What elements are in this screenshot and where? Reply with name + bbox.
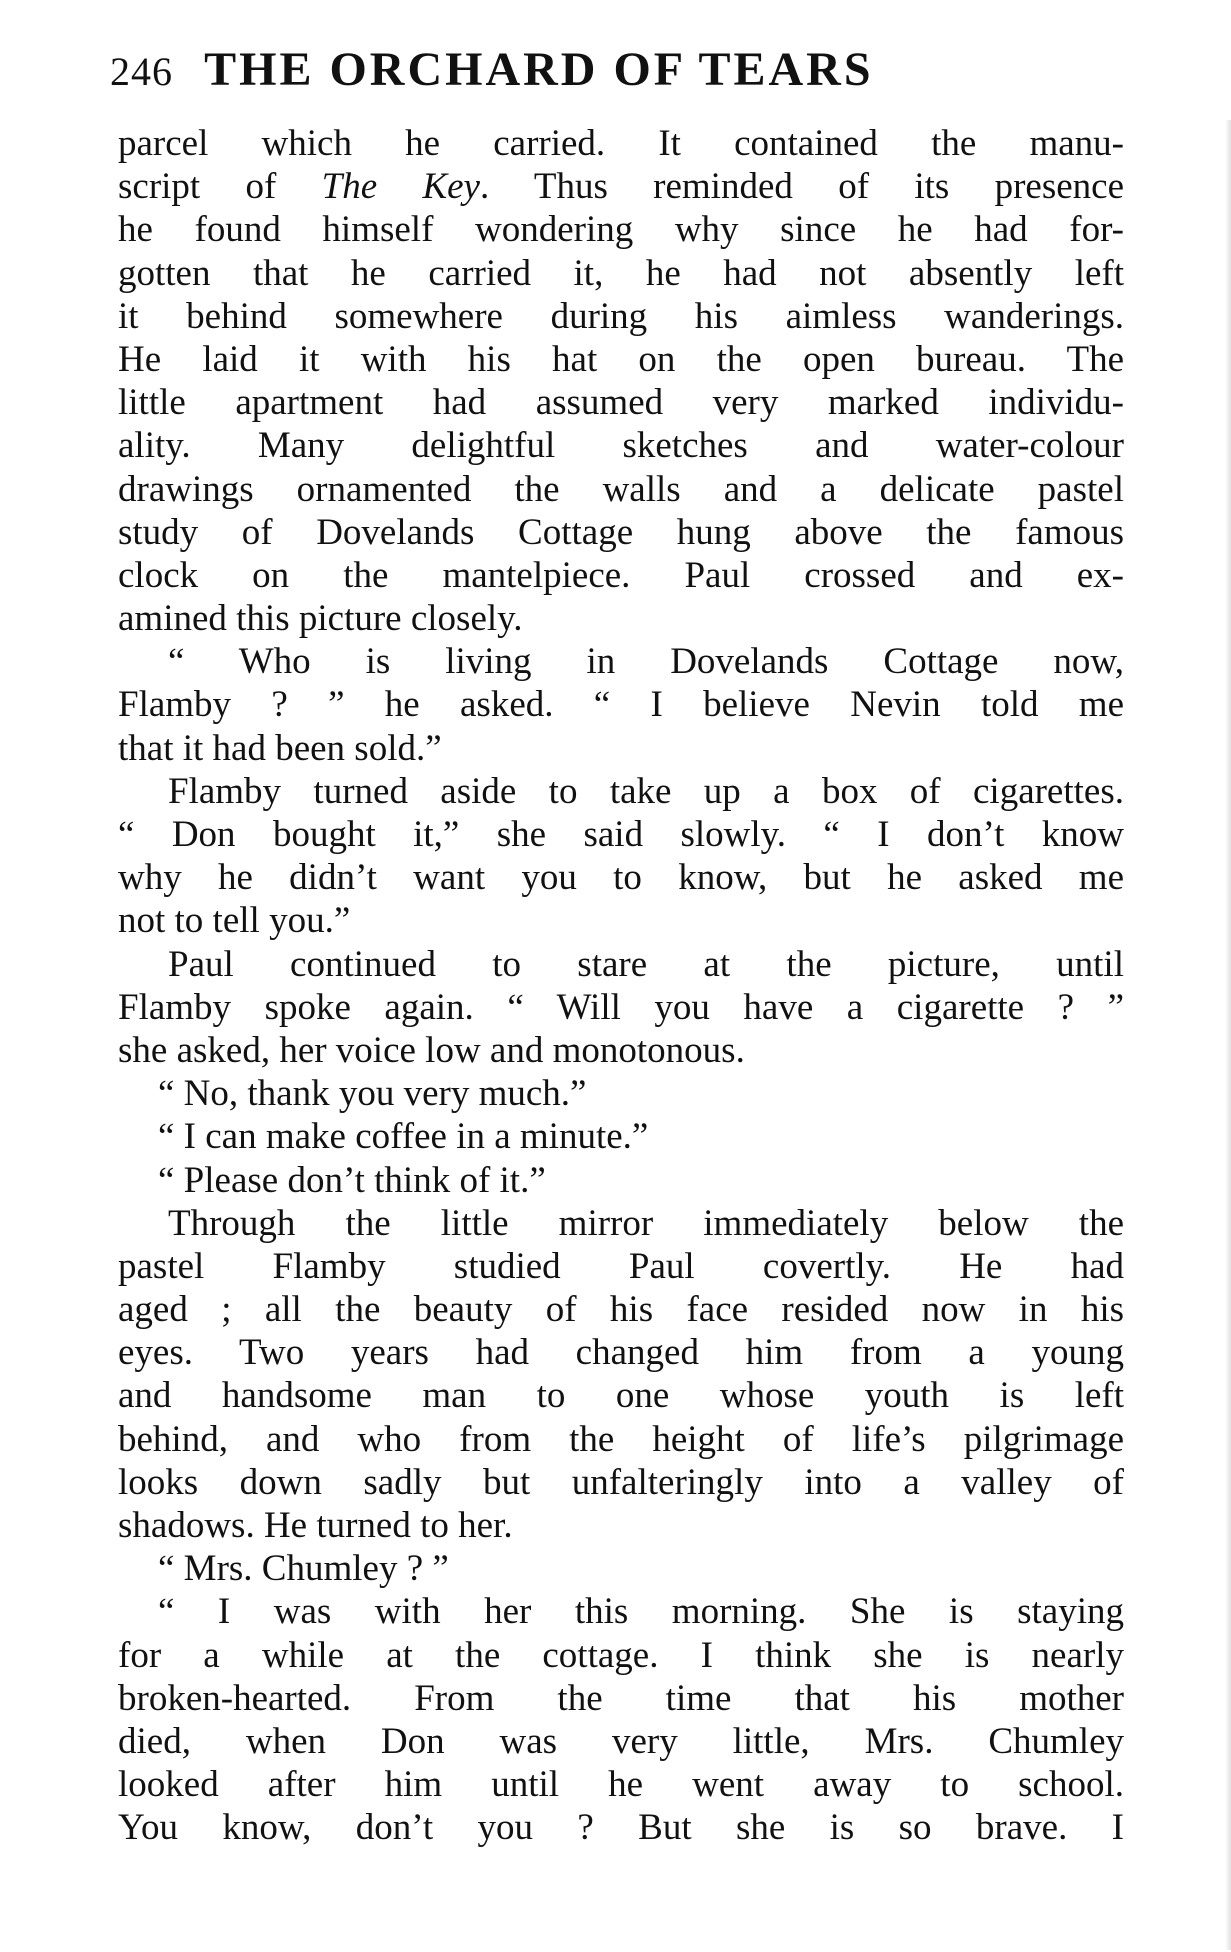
text-line: that it had been sold.”	[118, 727, 442, 769]
text-line: ality. Many delightful sketches and water-colour	[118, 425, 1124, 467]
text-line: “ Mrs. Chumley ? ”	[158, 1548, 449, 1590]
text-line: “ Who is living in Dovelands Cottage now,	[168, 641, 1124, 683]
text-line: parcel which he carried. It contained the manu-	[118, 123, 1124, 164]
text-line: looks down sadly but unfalteringly into a valley of	[118, 1461, 1124, 1503]
text-line: “ I can make coffee in a minute.”	[158, 1116, 649, 1158]
text-line: for a while at the cottage. I think she is nearly	[118, 1634, 1124, 1676]
text-line: “ Don bought it,” she said slowly. “ I don’t know	[118, 814, 1124, 855]
running-header	[110, 42, 1110, 112]
book-title-italic: The Key	[321, 166, 480, 208]
text-line: aged ; all the beauty of his face resided now in his	[118, 1289, 1124, 1331]
text-line: not to tell you.”	[118, 900, 351, 942]
text-line: Flamby ? ” he asked. “ I believe Nevin told me	[118, 684, 1124, 726]
text-line: Flamby turned aside to take up a box of cigarettes.	[168, 770, 1124, 812]
text-line: eyes. Two years had changed him from a young	[118, 1332, 1124, 1374]
running-title: THE ORCHARD OF TEARS	[204, 43, 874, 96]
text-line: drawings ornamented the walls and a delicate pastel	[118, 468, 1124, 510]
text-line: amined this picture closely.	[118, 598, 523, 640]
text-line: gotten that he carried it, he had not absently left	[118, 252, 1124, 294]
text-line: died, when Don was very little, Mrs. Chumley	[118, 1720, 1124, 1762]
text-line: pastel Flamby studied Paul covertly. He had	[118, 1245, 1124, 1287]
text-line: Flamby spoke again. “ Will you have a cigarette ? ”	[118, 986, 1124, 1028]
text-line: he found himself wondering why since he had for-	[118, 209, 1124, 251]
text-line: she asked, her voice low and monotonous.	[118, 1029, 745, 1071]
text-line: “ Please don’t think of it.”	[158, 1159, 546, 1201]
text-line: it behind somewhere during his aimless wanderings.	[118, 295, 1124, 337]
text-line: behind, and who from the height of life’s pilgrimage	[118, 1418, 1124, 1460]
text-line: why he didn’t want you to know, but he asked me	[118, 857, 1124, 899]
text-line: little apartment had assumed very marked individu-	[118, 382, 1124, 424]
text-line: He laid it with his hat on the open bureau. The	[118, 338, 1124, 380]
text-line: Paul continued to stare at the picture, until	[168, 943, 1124, 985]
text-line: shadows. He turned to her.	[118, 1505, 513, 1546]
text-line: “ I was with her this morning. She is staying	[158, 1591, 1124, 1633]
text-line: broken-hearted. From the time that his mother	[118, 1677, 1124, 1719]
text-line: and handsome man to one whose youth is left	[118, 1375, 1124, 1417]
text-line: “ No, thank you very much.”	[158, 1073, 587, 1115]
text-line: looked after him until he went away to school.	[118, 1764, 1124, 1806]
text-line: You know, don’t you ? But she is so brave. I	[118, 1807, 1124, 1849]
text-line: study of Dovelands Cottage hung above the famous	[118, 511, 1124, 553]
text-line: script of The Key. Thus reminded of its presence	[118, 166, 1124, 208]
text-line: Through the little mirror immediately below the	[168, 1202, 1124, 1244]
page-binding-edge	[1225, 120, 1231, 1950]
page-number: 246	[110, 49, 173, 94]
body-text	[118, 122, 1124, 1850]
text-line: clock on the mantelpiece. Paul crossed and ex-	[118, 554, 1124, 596]
